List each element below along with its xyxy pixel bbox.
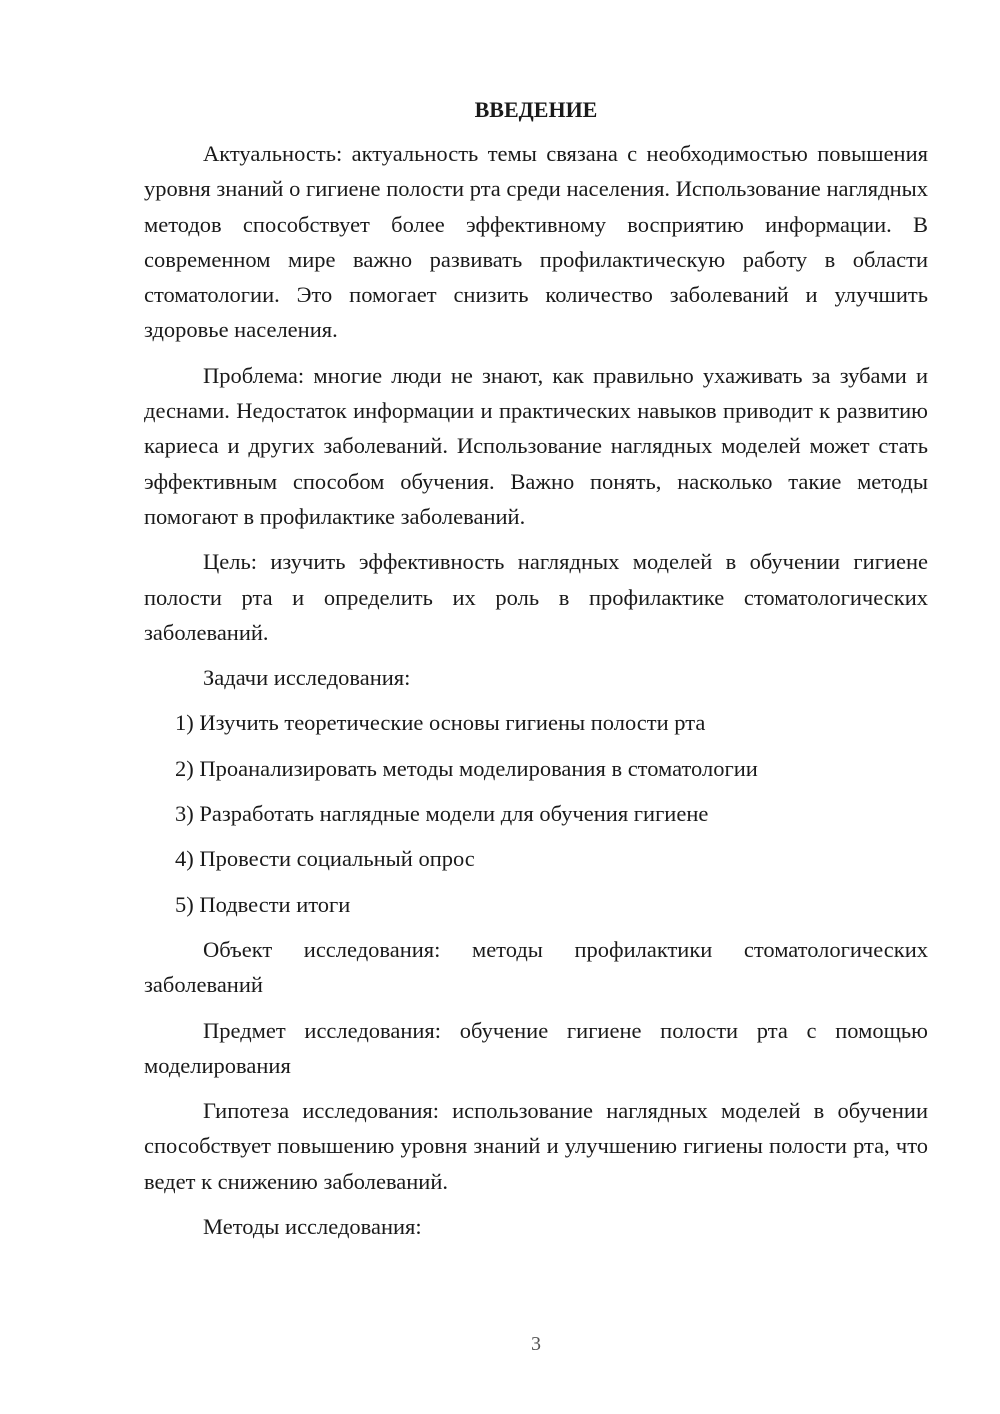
- page-body: [144, 92, 928, 1254]
- list-item: 5) Подвести итоги: [175, 891, 351, 917]
- list-item: 3) Разработать наглядные модели для обучения гигиене: [175, 801, 709, 827]
- methods-heading: Методы исследования:: [203, 1214, 422, 1240]
- page-number: 3: [531, 1333, 541, 1355]
- paragraph-hypothesis: Гипотеза исследования: использование наглядных моделей в обучении способствует повышению уровня знаний и улучшению гигиены полости рта, что ведет к снижению заболеваний.: [144, 1098, 928, 1194]
- paragraph-goal: Цель: изучить эффективность наглядных моделей в обучении гигиене полости рта и определить их роль в профилактике стоматологических заболеваний.: [144, 549, 928, 645]
- task-list: [144, 705, 928, 921]
- section-title: ВВЕДЕНИЕ: [474, 97, 598, 122]
- tasks-heading: Задачи исследования:: [203, 665, 411, 691]
- list-item: 4) Провести социальный опрос: [175, 846, 475, 872]
- paragraph-subject: Предмет исследования: обучение гигиене полости рта с помощью моделирования: [144, 1017, 928, 1078]
- paragraph-relevance: Актуальность: актуальность темы связана с необходимостью повышения уровня знаний о гигиене полости рта среди населения. Использование наглядных методов способствует более эффективному восприятию информации. В современном мире важно развивать профилактическую работу в области стоматологии. Это помогает снизить количество заболеваний и улучшить здоровье населения.: [144, 141, 928, 343]
- paragraph-problem: Проблема: многие люди не знают, как правильно ухаживать за зубами и деснами. Недостаток информации и практических навыков приводит к развитию кариеса и других заболеваний. Использование наглядных моделей может стать эффективным способом обучения. Важно понять, насколько такие методы помогают в профилактике заболеваний.: [144, 362, 928, 529]
- paragraph-object: Объект исследования: методы профилактики стоматологических заболеваний: [144, 936, 928, 998]
- list-item: 1) Изучить теоретические основы гигиены полости рта: [175, 710, 706, 736]
- list-item: 2) Проанализировать методы моделирования в стоматологии: [175, 755, 758, 781]
